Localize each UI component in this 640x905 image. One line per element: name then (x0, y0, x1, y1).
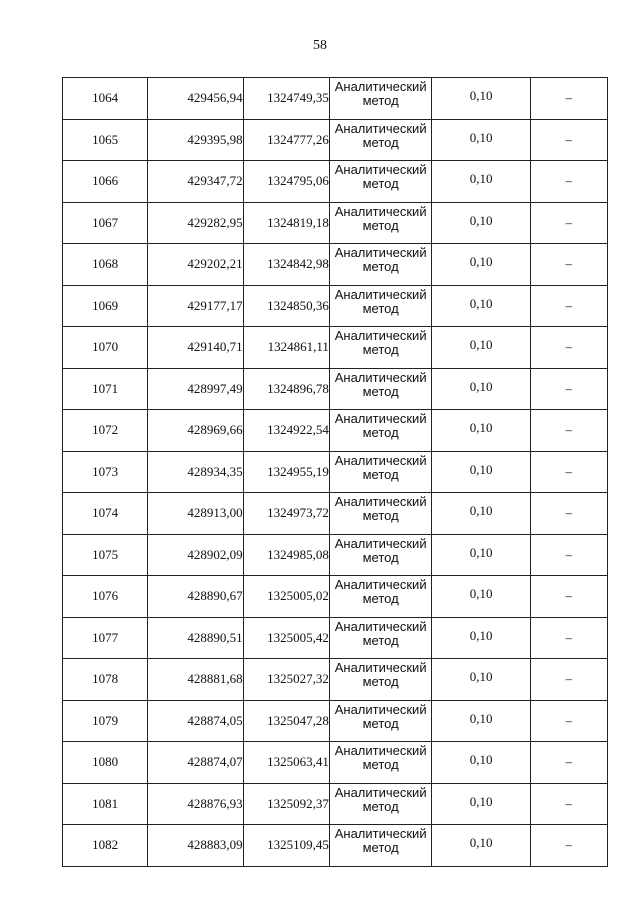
method-cell-text: Аналитический метод (334, 203, 427, 233)
page-number: 58 (313, 38, 327, 53)
method-cell-text: Аналитический метод (334, 618, 427, 648)
table-row (63, 410, 608, 452)
y-coordinate-cell: 1325005,02 (243, 576, 329, 618)
x-coordinate-cell: 428890,67 (148, 576, 243, 618)
table-row (63, 576, 608, 618)
coordinates-table-body (63, 78, 608, 867)
table-row (63, 700, 608, 742)
table-row (63, 451, 608, 493)
table-row (63, 825, 608, 867)
x-coordinate-cell: 428969,66 (148, 410, 243, 452)
accuracy-cell (432, 119, 530, 161)
method-cell-text: Аналитический метод (334, 660, 427, 690)
method-cell (329, 327, 432, 369)
x-coordinate-cell: 428997,49 (148, 368, 243, 410)
accuracy-cell-text: 0,10 (469, 710, 493, 726)
accuracy-cell (432, 534, 530, 576)
method-cell (329, 119, 432, 161)
accuracy-cell (432, 659, 530, 701)
note-cell: – (530, 576, 607, 618)
accuracy-cell (432, 244, 530, 286)
accuracy-cell-text: 0,10 (469, 129, 493, 145)
method-cell-text: Аналитический метод (334, 826, 427, 856)
accuracy-cell (432, 742, 530, 784)
method-cell (329, 742, 432, 784)
table-row (63, 617, 608, 659)
accuracy-cell (432, 783, 530, 825)
accuracy-cell-text: 0,10 (469, 337, 493, 353)
y-coordinate-cell: 1324842,98 (243, 244, 329, 286)
method-cell-text: Аналитический метод (334, 535, 427, 565)
accuracy-cell-text: 0,10 (469, 835, 493, 851)
note-cell: – (530, 700, 607, 742)
note-cell: – (530, 410, 607, 452)
y-coordinate-cell: 1324896,78 (243, 368, 329, 410)
accuracy-cell-text: 0,10 (469, 669, 493, 685)
method-cell-text: Аналитический метод (334, 328, 427, 358)
accuracy-cell (432, 617, 530, 659)
method-cell (329, 700, 432, 742)
x-coordinate-cell: 429395,98 (148, 119, 243, 161)
y-coordinate-cell: 1324777,26 (243, 119, 329, 161)
note-cell: – (530, 493, 607, 535)
method-cell (329, 783, 432, 825)
method-cell (329, 368, 432, 410)
method-cell (329, 78, 432, 120)
y-coordinate-cell: 1324795,06 (243, 161, 329, 203)
y-coordinate-cell: 1325092,37 (243, 783, 329, 825)
table-row (63, 78, 608, 120)
accuracy-cell (432, 410, 530, 452)
x-coordinate-cell: 429456,94 (148, 78, 243, 120)
point-number-cell: 1064 (63, 78, 148, 120)
x-coordinate-cell: 428874,07 (148, 742, 243, 784)
x-coordinate-cell: 428913,00 (148, 493, 243, 535)
accuracy-cell (432, 368, 530, 410)
point-number-cell: 1072 (63, 410, 148, 452)
y-coordinate-cell: 1324819,18 (243, 202, 329, 244)
accuracy-cell-text: 0,10 (469, 254, 493, 270)
note-cell: – (530, 659, 607, 701)
x-coordinate-cell: 428890,51 (148, 617, 243, 659)
method-cell (329, 493, 432, 535)
x-coordinate-cell: 428902,09 (148, 534, 243, 576)
point-number-cell: 1066 (63, 161, 148, 203)
accuracy-cell-text: 0,10 (469, 420, 493, 436)
note-cell: – (530, 451, 607, 493)
table-row (63, 244, 608, 286)
accuracy-cell-text: 0,10 (469, 461, 493, 477)
point-number-cell: 1081 (63, 783, 148, 825)
accuracy-cell-text: 0,10 (469, 171, 493, 187)
x-coordinate-cell: 429347,72 (148, 161, 243, 203)
x-coordinate-cell: 428881,68 (148, 659, 243, 701)
point-number-cell: 1073 (63, 451, 148, 493)
y-coordinate-cell: 1324749,35 (243, 78, 329, 120)
accuracy-cell-text: 0,10 (469, 503, 493, 519)
table-row (63, 285, 608, 327)
table-row (63, 327, 608, 369)
method-cell (329, 576, 432, 618)
method-cell (329, 617, 432, 659)
point-number-cell: 1065 (63, 119, 148, 161)
method-cell-text: Аналитический метод (334, 577, 427, 607)
accuracy-cell-text: 0,10 (469, 544, 493, 560)
table-row (63, 161, 608, 203)
note-cell: – (530, 617, 607, 659)
method-cell-text: Аналитический метод (334, 701, 427, 731)
note-cell: – (530, 244, 607, 286)
x-coordinate-cell: 428934,35 (148, 451, 243, 493)
y-coordinate-cell: 1325063,41 (243, 742, 329, 784)
y-coordinate-cell: 1325027,32 (243, 659, 329, 701)
x-coordinate-cell: 428876,93 (148, 783, 243, 825)
accuracy-cell (432, 825, 530, 867)
point-number-cell: 1077 (63, 617, 148, 659)
method-cell-text: Аналитический метод (334, 79, 427, 109)
method-cell (329, 825, 432, 867)
table-row (63, 368, 608, 410)
x-coordinate-cell: 428883,09 (148, 825, 243, 867)
point-number-cell: 1079 (63, 700, 148, 742)
accuracy-cell (432, 202, 530, 244)
method-cell (329, 161, 432, 203)
accuracy-cell (432, 327, 530, 369)
accuracy-cell (432, 451, 530, 493)
method-cell-text: Аналитический метод (334, 411, 427, 441)
accuracy-cell-text: 0,10 (469, 793, 493, 809)
method-cell-text: Аналитический метод (334, 120, 427, 150)
point-number-cell: 1069 (63, 285, 148, 327)
method-cell-text: Аналитический метод (334, 245, 427, 275)
point-number-cell: 1075 (63, 534, 148, 576)
accuracy-cell-text: 0,10 (469, 752, 493, 768)
y-coordinate-cell: 1324850,36 (243, 285, 329, 327)
method-cell-text: Аналитический метод (334, 286, 427, 316)
y-coordinate-cell: 1324985,08 (243, 534, 329, 576)
table-row (63, 119, 608, 161)
method-cell (329, 285, 432, 327)
method-cell (329, 534, 432, 576)
method-cell-text: Аналитический метод (334, 452, 427, 482)
x-coordinate-cell: 429282,95 (148, 202, 243, 244)
y-coordinate-cell: 1324922,54 (243, 410, 329, 452)
y-coordinate-cell: 1325109,45 (243, 825, 329, 867)
x-coordinate-cell: 429202,21 (148, 244, 243, 286)
table-row (63, 783, 608, 825)
method-cell (329, 410, 432, 452)
method-cell-text: Аналитический метод (334, 743, 427, 773)
accuracy-cell (432, 700, 530, 742)
note-cell: – (530, 534, 607, 576)
accuracy-cell-text: 0,10 (469, 627, 493, 643)
note-cell: – (530, 161, 607, 203)
x-coordinate-cell: 429177,17 (148, 285, 243, 327)
y-coordinate-cell: 1325047,28 (243, 700, 329, 742)
accuracy-cell (432, 161, 530, 203)
x-coordinate-cell: 429140,71 (148, 327, 243, 369)
method-cell-text: Аналитический метод (334, 369, 427, 399)
y-coordinate-cell: 1324861,11 (243, 327, 329, 369)
accuracy-cell-text: 0,10 (469, 378, 493, 394)
point-number-cell: 1078 (63, 659, 148, 701)
point-number-cell: 1080 (63, 742, 148, 784)
table-row (63, 493, 608, 535)
method-cell-text: Аналитический метод (334, 162, 427, 192)
accuracy-cell (432, 285, 530, 327)
accuracy-cell-text: 0,10 (469, 212, 493, 228)
point-number-cell: 1068 (63, 244, 148, 286)
note-cell: – (530, 783, 607, 825)
note-cell: – (530, 742, 607, 784)
table-row (63, 659, 608, 701)
point-number-cell: 1074 (63, 493, 148, 535)
method-cell (329, 659, 432, 701)
point-number-cell: 1070 (63, 327, 148, 369)
table-row (63, 534, 608, 576)
accuracy-cell (432, 576, 530, 618)
note-cell: – (530, 825, 607, 867)
method-cell (329, 244, 432, 286)
accuracy-cell-text: 0,10 (469, 88, 493, 104)
point-number-cell: 1071 (63, 368, 148, 410)
accuracy-cell (432, 493, 530, 535)
method-cell (329, 202, 432, 244)
accuracy-cell-text: 0,10 (469, 586, 493, 602)
note-cell: – (530, 78, 607, 120)
point-number-cell: 1082 (63, 825, 148, 867)
note-cell: – (530, 285, 607, 327)
note-cell: – (530, 327, 607, 369)
method-cell-text: Аналитический метод (334, 494, 427, 524)
y-coordinate-cell: 1324955,19 (243, 451, 329, 493)
point-number-cell: 1067 (63, 202, 148, 244)
accuracy-cell-text: 0,10 (469, 295, 493, 311)
coordinates-table (62, 77, 608, 867)
table-row (63, 202, 608, 244)
note-cell: – (530, 202, 607, 244)
note-cell: – (530, 119, 607, 161)
note-cell: – (530, 368, 607, 410)
y-coordinate-cell: 1324973,72 (243, 493, 329, 535)
x-coordinate-cell: 428874,05 (148, 700, 243, 742)
table-row (63, 742, 608, 784)
method-cell (329, 451, 432, 493)
point-number-cell: 1076 (63, 576, 148, 618)
y-coordinate-cell: 1325005,42 (243, 617, 329, 659)
accuracy-cell (432, 78, 530, 120)
method-cell-text: Аналитический метод (334, 784, 427, 814)
